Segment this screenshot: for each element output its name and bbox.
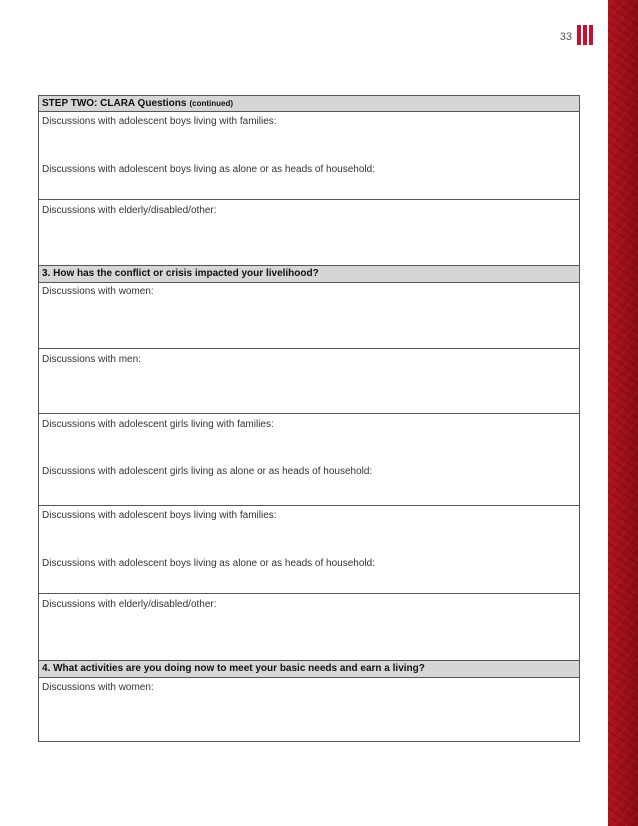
q3-label-boys-alone: Discussions with adolescent boys living as alone or as heads of household:: [42, 558, 375, 569]
q3-label-women: Discussions with women:: [42, 286, 154, 297]
q3-response-cell-girls[interactable]: [39, 414, 579, 506]
page-number: 33: [559, 31, 572, 43]
q3-label-girls-alone: Discussions with adolescent girls living as alone or as heads of household:: [42, 466, 373, 477]
question-4-header: [39, 661, 579, 678]
q3-label-girls-families: Discussions with adolescent girls living with families:: [42, 419, 274, 430]
q3-response-cell-boys[interactable]: [39, 506, 579, 594]
brand-logo-icon: [577, 25, 594, 45]
q3-label-boys-families: Discussions with adolescent boys living with families:: [42, 510, 277, 521]
cell-label-boys-families: Discussions with adolescent boys living with families:: [42, 116, 277, 127]
q3-response-cell-men[interactable]: [39, 349, 579, 414]
response-cell-boys[interactable]: [39, 112, 579, 200]
q3-response-cell-elderly[interactable]: [39, 594, 579, 661]
cell-label-boys-alone: Discussions with adolescent boys living as alone or as heads of household:: [42, 164, 375, 175]
q4-label-women: Discussions with women:: [42, 682, 154, 693]
q3-response-cell-women[interactable]: [39, 283, 579, 349]
section-header-note: (continued): [189, 99, 233, 108]
q4-response-cell-women[interactable]: [39, 678, 579, 741]
section-header: [39, 96, 579, 112]
clara-form-table: [38, 95, 580, 742]
decorative-side-band: [608, 0, 638, 826]
q3-label-men: Discussions with men:: [42, 354, 141, 365]
cell-label-elderly: Discussions with elderly/disabled/other:: [42, 205, 217, 216]
question-3-title: 3. How has the conflict or crisis impacted your livelihood?: [42, 268, 319, 279]
q3-label-elderly: Discussions with elderly/disabled/other:: [42, 599, 217, 610]
question-3-header: [39, 266, 579, 283]
response-cell-elderly[interactable]: [39, 200, 579, 266]
question-4-title: 4. What activities are you doing now to meet your basic needs and earn a living?: [42, 663, 425, 674]
section-header-title: STEP TWO: CLARA Questions: [42, 98, 187, 109]
